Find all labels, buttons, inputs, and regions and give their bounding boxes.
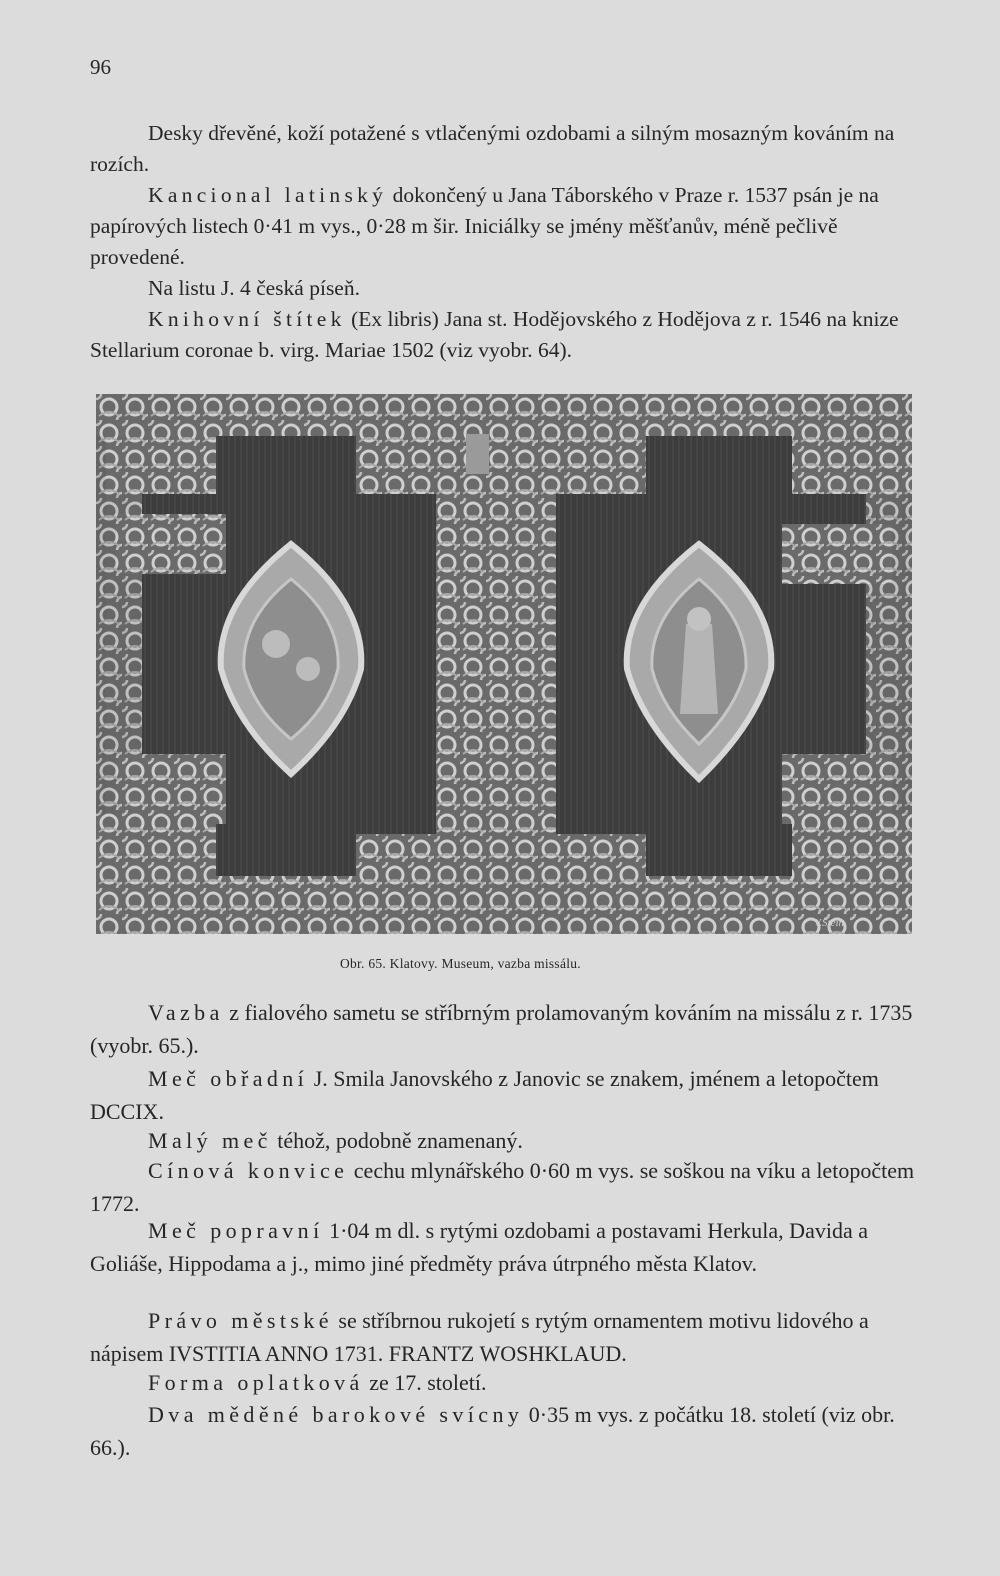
maly-mec-heading: Malý meč <box>148 1128 272 1153</box>
figure-caption: Obr. 65. Klatovy. Museum, vazba missálu. <box>340 956 581 971</box>
kancional-text: dokončený u Jana Táborského v Praze r. 1537 psán je na papírových listech 0·41 m vys., 0·28 m šir. Iniciálky se jmény měšťanův, méně pečlivě provedené. <box>90 183 879 269</box>
konvice-text: cechu mlynářského 0·60 m vys. se soškou na víku a letopočtem 1772. <box>90 1158 915 1216</box>
desky-text: Desky dřevěné, koží potažené s vtlačenými ozdobami a silným mosazným kováním na rozích. <box>90 121 895 176</box>
mec-popravni-text: 1·04 m dl. s rytými ozdobami a postavami Herkula, Davida a Goliáše, Hippodama a j., mimo jiné předměty práva útrpného města Klatov. <box>90 1218 868 1276</box>
maly-mec-text: téhož, podobně znamenaný. <box>271 1128 523 1153</box>
kancional-heading: Kancional latinský <box>148 183 388 207</box>
svicny-text: 0·35 m vys. z počátku 18. století (viz obr. 66.). <box>90 1402 895 1460</box>
paragraph-maly-mec <box>90 1124 915 1157</box>
paragraph-forma <box>90 1366 915 1399</box>
paragraph-svicny <box>90 1398 915 1464</box>
knihovni-text: (Ex libris) Jana st. Hodějovského z Hodějova z r. 1546 na knize Stellarium coronae b. virg. Mariae 1502 (viz vyobr. 64). <box>90 307 899 362</box>
vazba-heading: Vazba <box>148 1000 224 1025</box>
svicny-heading: Dva měděné barokové svícny <box>148 1402 524 1427</box>
paragraph-listu <box>90 273 915 304</box>
engraver-signature: V.Stein <box>814 917 845 929</box>
paragraph-desky <box>90 118 915 180</box>
knihovni-heading: Knihovní štítek <box>148 307 346 331</box>
paragraph-knihovni <box>90 304 915 366</box>
missal-binding-photo <box>96 394 912 934</box>
konvice-heading: Cínová konvice <box>148 1158 349 1183</box>
paragraph-mec-popravni <box>90 1214 915 1280</box>
paragraph-pravo <box>90 1304 915 1370</box>
mec-popravni-heading: Meč popravní <box>148 1218 324 1243</box>
paragraph-mec-obradni <box>90 1062 915 1128</box>
paragraph-konvice <box>90 1154 915 1220</box>
vazba-text: z fialového sametu se stříbrným prolamovaným kováním na missálu z r. 1735 (vyobr. 65.). <box>90 1000 913 1058</box>
paragraph-kancional <box>90 180 915 273</box>
paragraph-vazba <box>90 996 915 1062</box>
pravo-text: se stříbrnou rukojetí s rytým ornamentem motivu lidového a nápisem IVSTITIA ANNO 1731. FRANTZ WOSHKLAUD. <box>90 1308 869 1366</box>
mec-obradni-heading: Meč obřadní <box>148 1066 309 1091</box>
page-number: 96 <box>90 55 111 79</box>
listu-text: Na listu J. 4 česká píseň. <box>148 276 360 300</box>
forma-heading: Forma oplatková <box>148 1370 364 1395</box>
forma-text: ze 17. století. <box>363 1370 487 1395</box>
pravo-heading: Právo městské <box>148 1308 333 1333</box>
mec-obradni-text: J. Smila Janovského z Janovic se znakem, jménem a letopočtem DCCIX. <box>90 1066 879 1124</box>
